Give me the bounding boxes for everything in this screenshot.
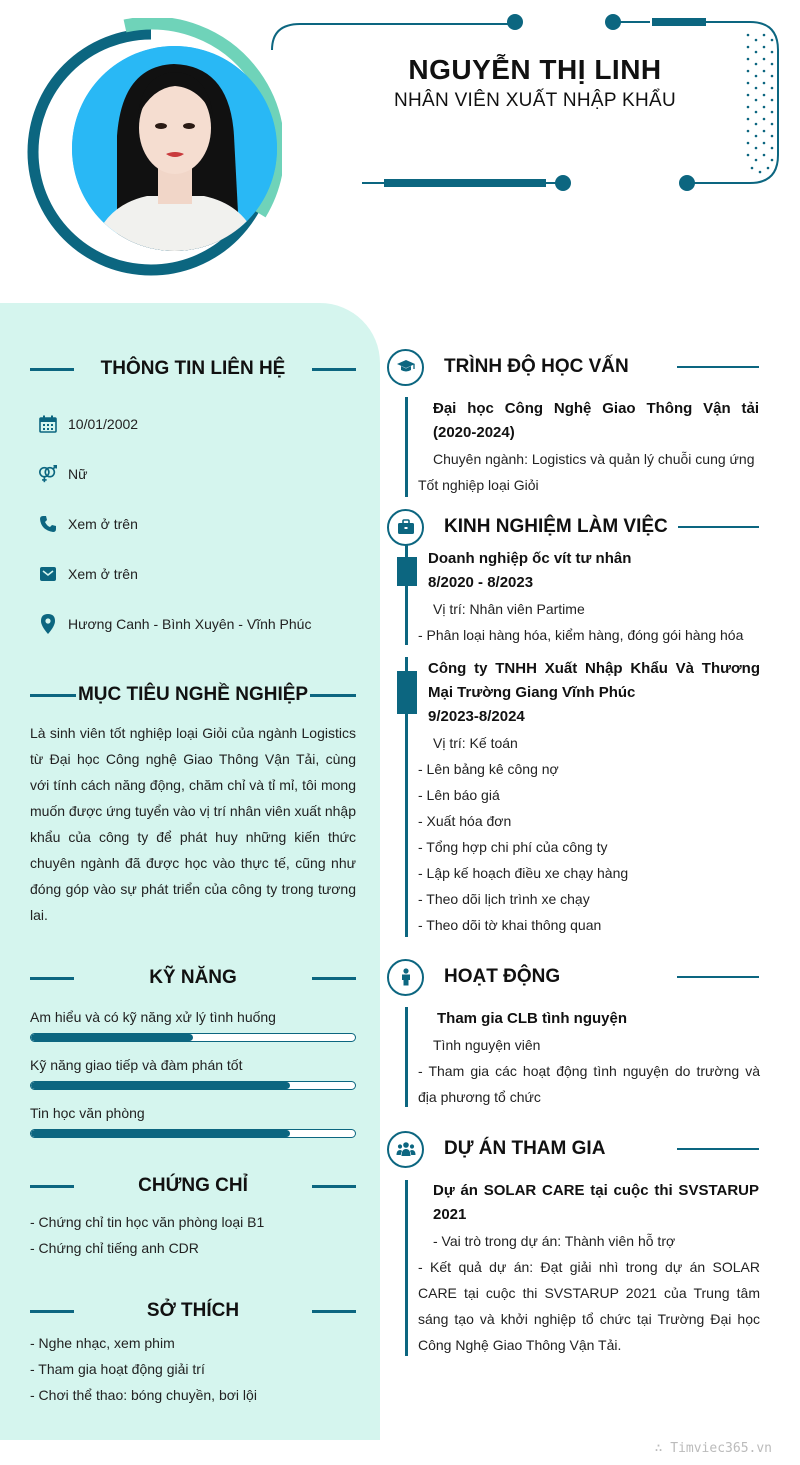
job-duty: - Tổng hợp chi phí của công ty [418, 839, 608, 855]
skill-progress-bar [30, 1129, 356, 1138]
person-icon [387, 959, 424, 996]
email-value: Xem ở trên [68, 566, 138, 582]
education-school: Đại học Công Nghệ Giao Thông Vận tải (2020-2024) [433, 400, 759, 441]
job-duty: - Theo dõi tờ khai thông quan [418, 917, 602, 933]
skill-label: Am hiểu và có kỹ năng xử lý tình huống [30, 1009, 276, 1025]
candidate-name: NGUYỄN THỊ LINH [408, 54, 662, 85]
objective-text: Là sinh viên tốt nghiệp loại Giỏi của ngành Logistics từ Đại học Công nghệ Giao Thông Vận Tải, cùng với tính cách năng động, chăm chỉ và tỉ mỉ, tôi mong muốn được ứng tuyển vào vị trí nhân viên xuất nhập khẩu của công ty để phát huy những kiến thức chuyên ngành đã được học vào thực tế, cũng như đóng góp vào sự phát triển của công ty trong tương lai. [30, 725, 357, 923]
address-value: Hương Canh - Bình Xuyên - Vĩnh Phúc [68, 616, 312, 632]
job-position: Vị trí: Nhân viên Partime [433, 601, 585, 617]
job-duty: - Theo dõi lịch trình xe chạy [418, 891, 590, 907]
skills-section-title: KỸ NĂNG [30, 966, 356, 990]
activity-name: Tham gia CLB tình nguyện [437, 1010, 627, 1027]
certificate-item: - Chứng chỉ tiếng anh CDR [30, 1240, 199, 1256]
education-section-header [387, 348, 759, 386]
objective-section-title: MỤC TIÊU NGHỀ NGHIỆP [30, 683, 356, 707]
job-duty: - Phân loại hàng hóa, kiểm hàng, đóng gói hàng hóa [418, 627, 744, 643]
contact-address [38, 614, 311, 634]
hobbies-section-title: SỞ THÍCH [30, 1299, 356, 1323]
skill-progress-bar [30, 1033, 356, 1042]
job-position: Vị trí: Kế toán [433, 735, 518, 751]
job-period: 9/2023-8/2024 [428, 708, 525, 725]
experience-section-header [387, 508, 759, 546]
contact-phone [38, 514, 138, 534]
project-result: - Kết quả dự án: Đạt giải nhì trong dự án SOLAR CARE tại cuộc thi SVSTARUP 2021 của Trung tâm sáng tạo và khởi nghiệp tổ chức tại Trường Đại học Công Nghệ Giao Thông Vận Tải. [418, 1259, 760, 1353]
email-icon [38, 564, 58, 584]
phone-value: Xem ở trên [68, 516, 138, 532]
job-company: Doanh nghiệp ốc vít tư nhân [428, 550, 632, 567]
location-icon [38, 614, 58, 634]
phone-icon [38, 514, 58, 534]
hobby-item: - Chơi thể thao: bóng chuyền, bơi lội [30, 1387, 257, 1403]
project-name: Dự án SOLAR CARE tại cuộc thi SVSTARUP 2021 [433, 1182, 759, 1223]
project-role: - Vai trò trong dự án: Thành viên hỗ trợ [433, 1233, 676, 1249]
hobby-item: - Nghe nhạc, xem phim [30, 1335, 175, 1351]
activities-section-title: HOẠT ĐỘNG [444, 966, 561, 987]
contact-gender [38, 464, 87, 484]
certificate-item: - Chứng chỉ tin học văn phòng loại B1 [30, 1214, 265, 1230]
footer-text: Timviec365.vn [670, 1441, 772, 1456]
graduation-cap-icon [387, 349, 424, 386]
activities-section-header [387, 958, 759, 996]
job-period: 8/2020 - 8/2023 [428, 574, 534, 591]
job-duty: - Lên báo giá [418, 787, 500, 803]
header-decoration [0, 0, 800, 300]
skill-progress-bar [30, 1081, 356, 1090]
activity-role: Tình nguyện viên [433, 1037, 541, 1053]
skill-label: Kỹ năng giao tiếp và đàm phán tốt [30, 1057, 243, 1073]
gender-value: Nữ [68, 466, 88, 482]
job-company: Công ty TNHH Xuất Nhập Khẩu Và Thương Mại Trường Giang Vĩnh Phúc [428, 660, 760, 701]
certificates-section-title: CHỨNG CHỈ [30, 1174, 356, 1198]
education-result: Tốt nghiệp loại Giỏi [418, 477, 539, 493]
education-major: Chuyên ngành: Logistics và quản lý chuỗi cung ứng [433, 451, 755, 467]
job-duty: - Xuất hóa đơn [418, 813, 512, 829]
team-icon [387, 1131, 424, 1168]
projects-section-title: DỰ ÁN THAM GIA [444, 1138, 606, 1159]
activity-detail: - Tham gia các hoạt động tình nguyện do trường và địa phương tổ chức [418, 1063, 760, 1105]
contact-birthdate [38, 414, 138, 434]
contact-section-title: THÔNG TIN LIÊN HỆ [30, 357, 356, 381]
job-duty: - Lên bảng kê công nợ [418, 761, 559, 777]
job-title: NHÂN VIÊN XUẤT NHẬP KHẨU [393, 90, 677, 111]
experience-section-title: KINH NGHIỆM LÀM VIỆC [444, 516, 668, 537]
briefcase-icon [387, 509, 424, 546]
job-duty: - Lập kế hoạch điều xe chạy hàng [418, 865, 629, 881]
gender-icon [38, 464, 58, 484]
projects-section-header [387, 1130, 759, 1168]
education-section-title: TRÌNH ĐỘ HỌC VẤN [444, 356, 629, 377]
calendar-icon [38, 414, 58, 434]
skill-label: Tin học văn phòng [30, 1105, 145, 1121]
contact-email [38, 564, 138, 584]
hobby-item: - Tham gia hoạt động giải trí [30, 1361, 205, 1377]
birthdate-value: 10/01/2002 [68, 416, 139, 432]
footer-watermark: ∴ Timviec365.vn [654, 1441, 772, 1456]
